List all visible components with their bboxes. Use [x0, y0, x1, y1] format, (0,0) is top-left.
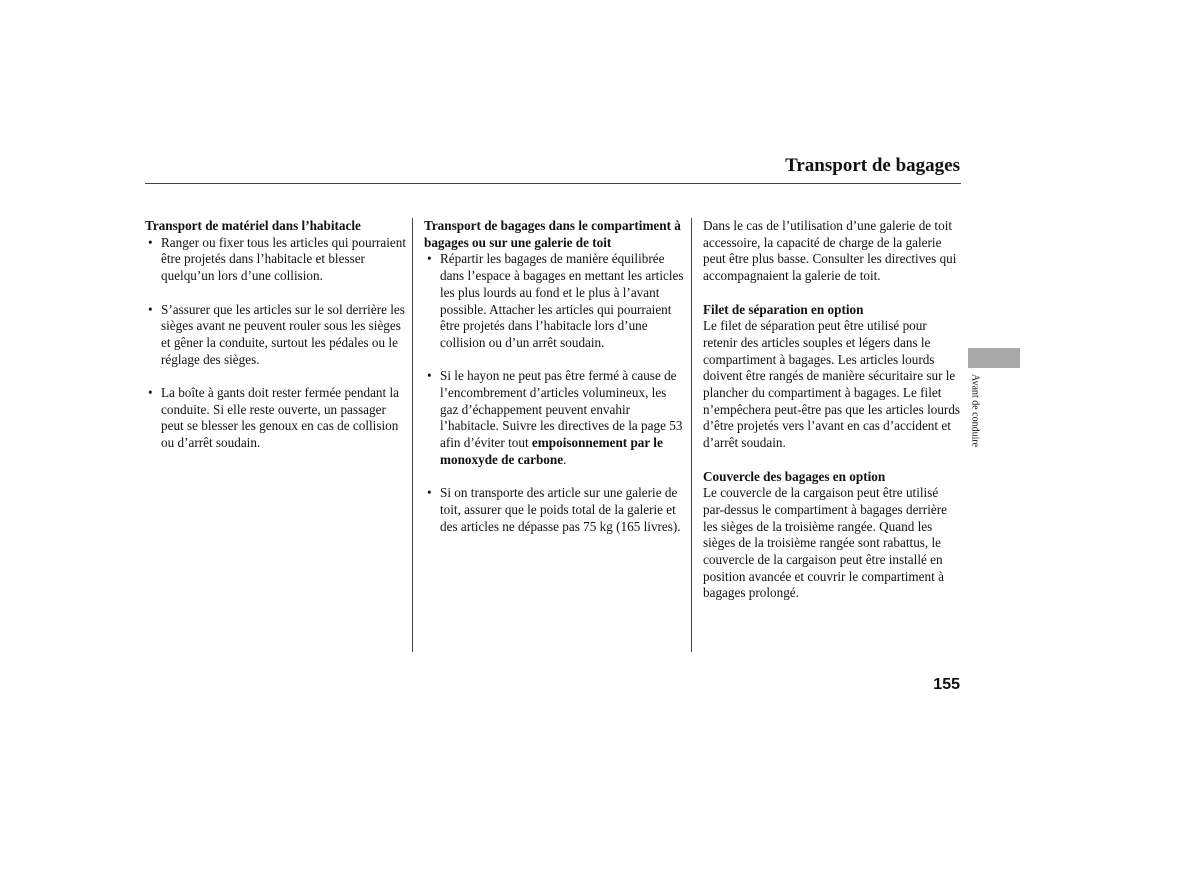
bullet-text: La boîte à gants doit rester fermée pendant la conduite. Si elle reste ouverte, un passager peut se blesser les genoux en cas de collision ou d’arrêt soudain. [161, 385, 400, 451]
bullet-icon: • [148, 234, 153, 250]
bullet-icon: • [148, 385, 153, 400]
bullet-text: S’assurer que les articles sur le sol derrière les sièges avant ne peuvent rouler sous les sièges et gêner la conduite, surtout les pédales ou le réglage des sièges. [161, 301, 405, 367]
bullet-item [145, 235, 407, 285]
bullet-item [424, 485, 686, 535]
paragraph-couvercle: Le couvercle de la cargaison peut être utilisé par-dessus le compartiment à bagages derrière les sièges de la troisième rangée. Quand les sièges de la troisième rangée sont rabattus, le couvercle de la cargaison peut être installé en position avancée et couvrir le compartiment à bagages prolongé. [703, 485, 947, 601]
column-divider-2 [691, 218, 692, 652]
section-heading-filet: Filet de séparation en option [703, 301, 864, 317]
section-heading-habitacle: Transport de matériel dans l’habitacle [145, 218, 361, 233]
bullet-text-end: . [563, 451, 567, 467]
bullet-item [145, 385, 407, 452]
section-heading-couvercle: Couvercle des bagages en option [703, 468, 886, 484]
bullet-icon: • [427, 368, 432, 384]
column-1 [145, 218, 407, 452]
bullet-icon: • [427, 251, 432, 267]
column-divider-1 [412, 218, 413, 652]
page-title: Transport de bagages [785, 155, 960, 176]
intro-paragraph: Dans le cas de l’utilisation d’une galerie de toit accessoire, la capacité de charge de la galerie peut être plus basse. Consulter les directives qui accompagnaient la galerie de toit. [703, 218, 957, 284]
bullet-text: Ranger ou fixer tous les articles qui pourraient être projetés dans l’habitacle et blesser quelqu’un lors d’une collision. [161, 234, 406, 284]
column-2 [424, 218, 686, 535]
column-3 [703, 218, 961, 602]
header-rule [145, 183, 961, 184]
bullet-text: Si le hayon ne peut pas être fermé à cause de l’encombrement d’articles volumineux, les gaz d’échappement peuvent envahir l’habitacle. Suivre les directives de la page 53 afin d’éviter tout [440, 368, 683, 451]
bullet-item [424, 251, 686, 351]
section-tab [968, 348, 1020, 368]
bullet-icon: • [148, 301, 153, 317]
bullet-item [424, 368, 686, 468]
bold-warning-text: empoisonnement par le monoxyde de carbone [440, 435, 663, 467]
section-side-label [966, 374, 984, 464]
paragraph-filet: Le filet de séparation peut être utilisé pour retenir des articles souples et légers dans le compartiment à bagages. Les articles lourds doivent être rangés de manière sécuritaire sur le plancher du compartiment à bagages. Le filet n’empêchera peut-être pas que les articles lourds d’être projetés vers l’avant en cas d’accident et d’arrêt soudain. [703, 318, 961, 451]
page-number: 155 [933, 676, 960, 693]
bullet-text: Si on transporte des article sur une galerie de toit, assurer que le poids total de la galerie et des articles ne dépasse pas 75 kg (165 livres). [440, 485, 681, 534]
bullet-icon: • [427, 485, 432, 501]
section-side-text: Avant de conduire [969, 374, 981, 448]
bullet-item [145, 302, 407, 369]
bullet-text: Répartir les bagages de manière équilibrée dans l’espace à bagages en mettant les articles les plus lourds au fond et le plus à l’avant possible. Attacher les articles qui pourraient être projetés dans l’habitacle lors d’une collision ou d’un arrêt soudain. [440, 251, 684, 350]
section-heading-compartiment: Transport de bagages dans le compartiment à bagages ou sur une galerie de toit [424, 218, 681, 250]
